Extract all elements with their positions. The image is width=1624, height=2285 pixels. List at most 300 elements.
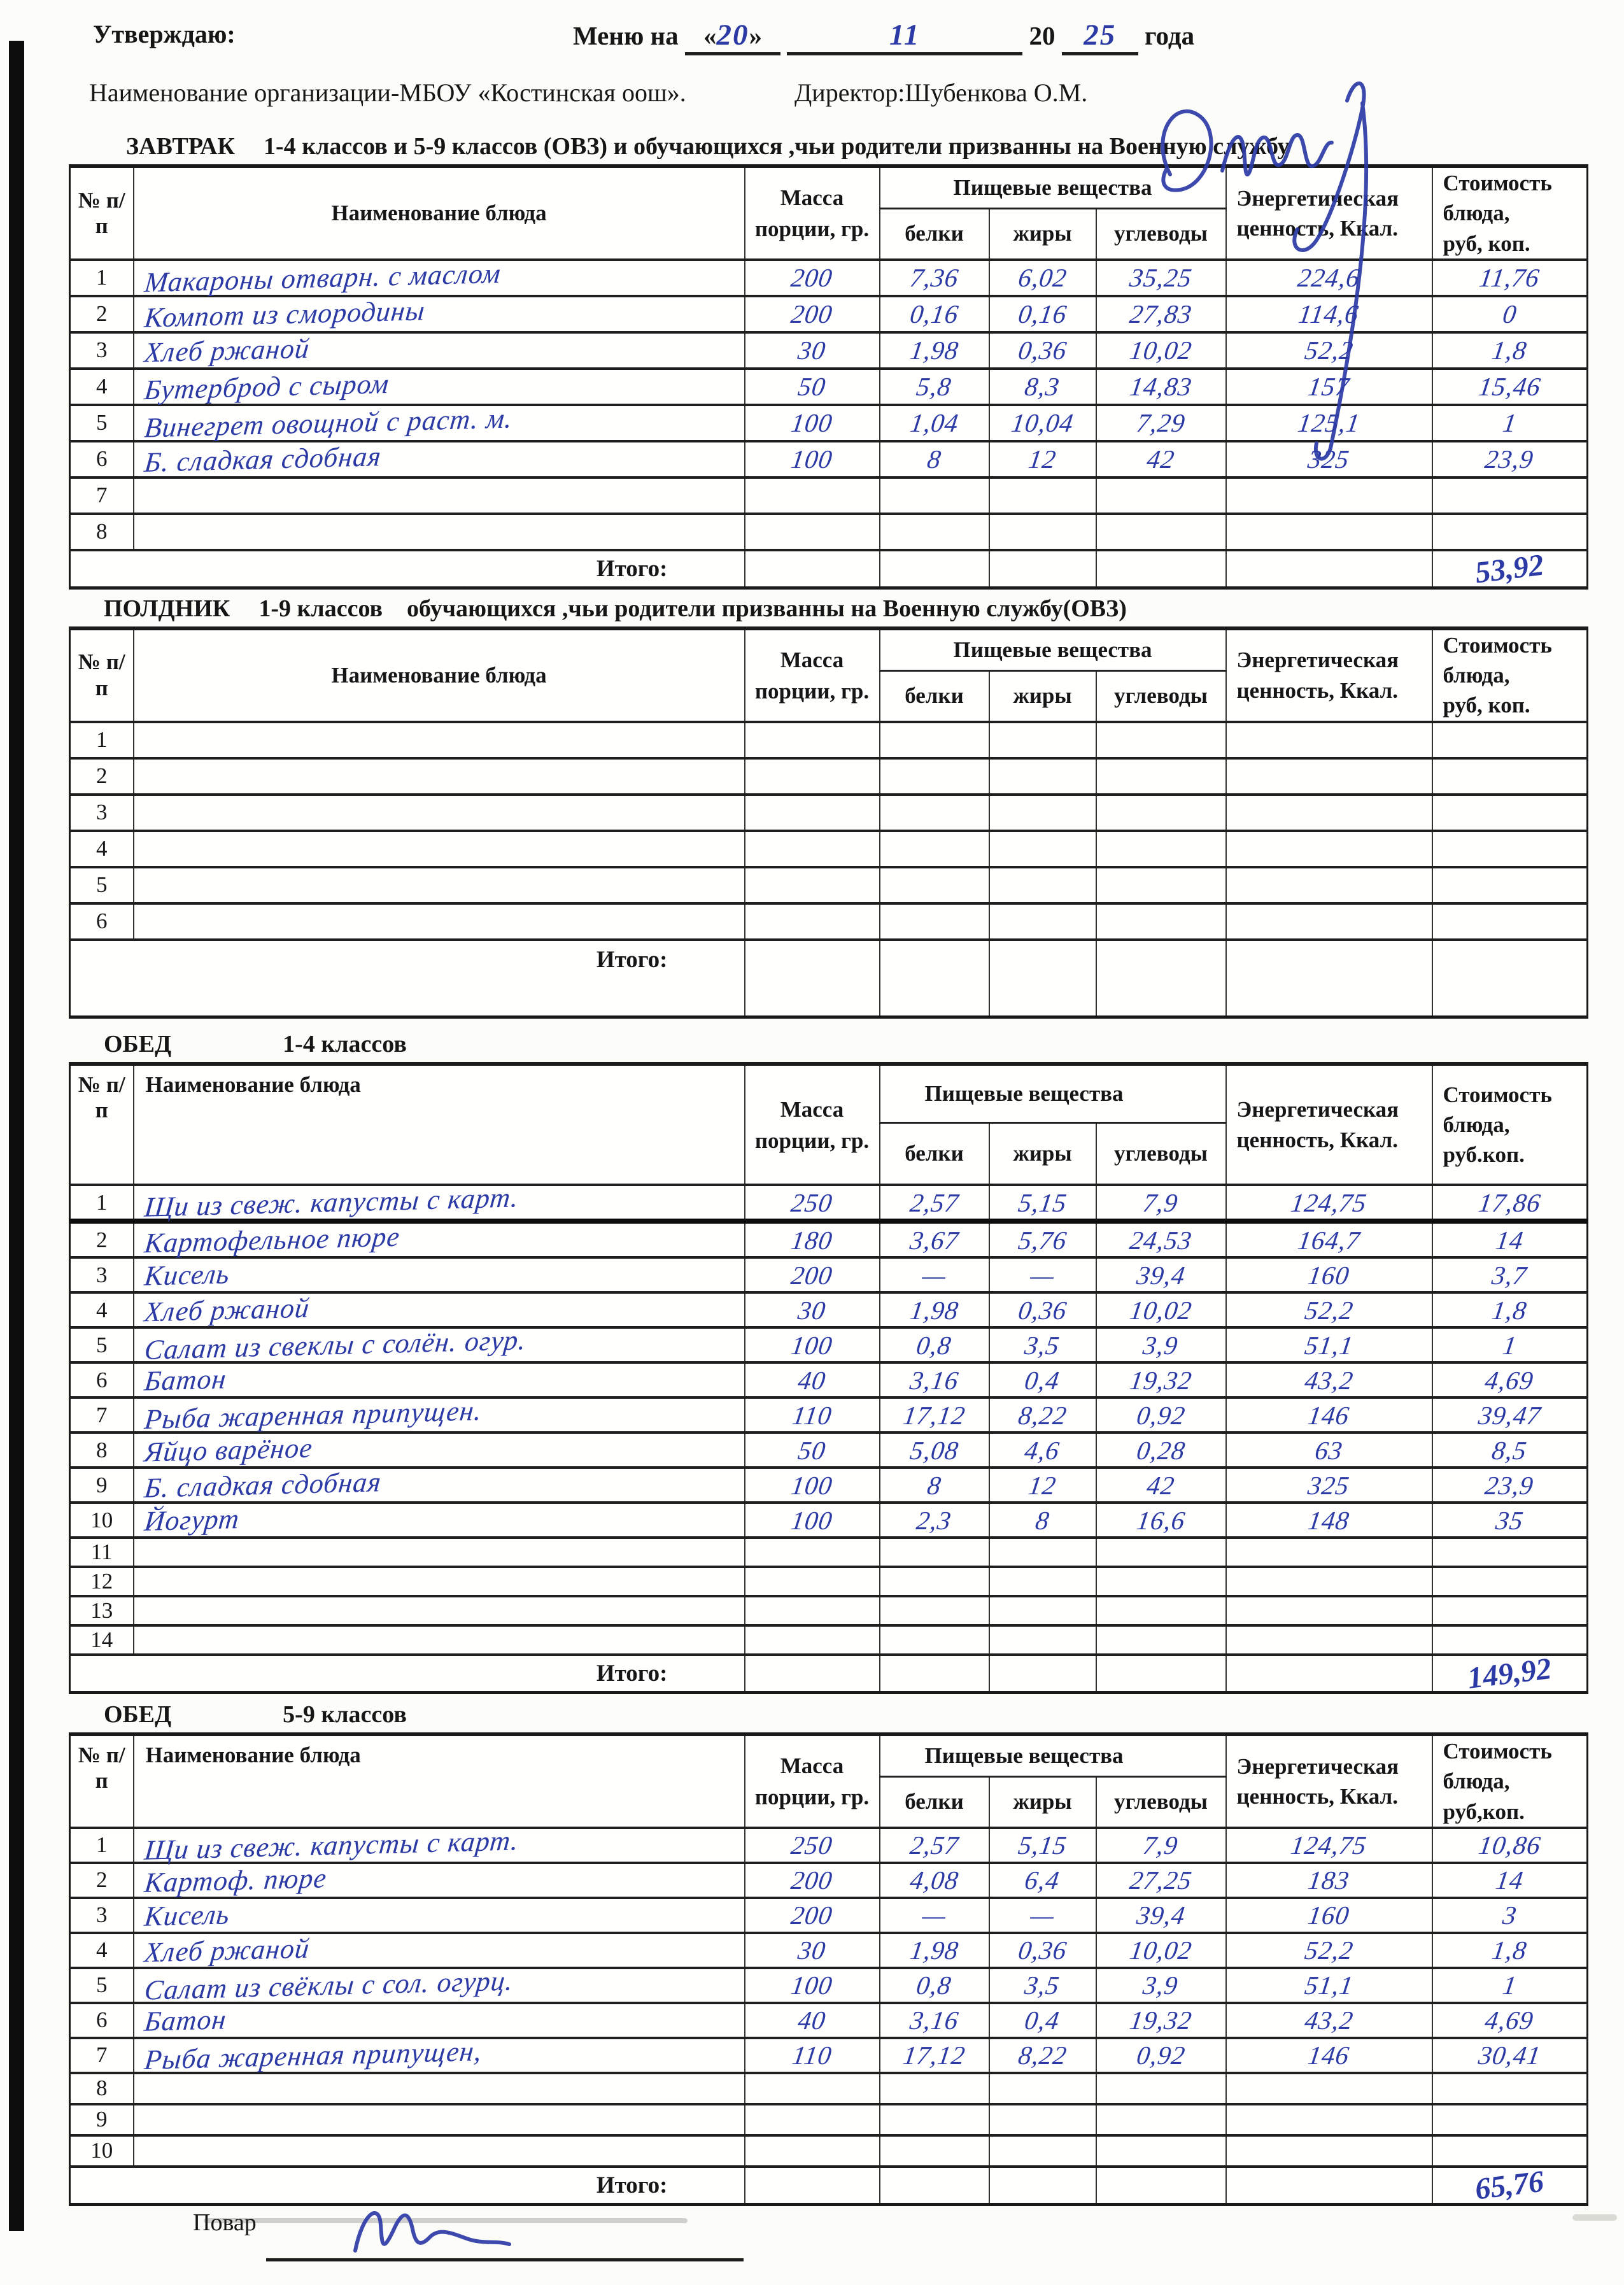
table-body [70,1824,1588,2207]
fat-cell [989,1863,1096,1898]
row-number-cell: 1 [70,1828,134,1863]
handwritten-value: 39,47 [1476,1400,1543,1430]
dish-name-cell [134,257,745,299]
col-header-num: № п/п [70,628,134,722]
handwritten-value: 5,15 [1016,1187,1069,1217]
menu-table-breakfast [69,164,1588,590]
handwritten-value: 3,16 [908,1365,961,1395]
handwritten-value: 8,3 [1023,372,1062,402]
dish-name-cell [134,2104,745,2135]
director-label: Директор:Шубенкова О.М. [794,78,1088,107]
mass-cell [745,1327,880,1362]
handwritten-value: 4,69 [1483,2006,1536,2035]
energy-cell [1226,2104,1432,2135]
col-header-mass: Масса порции, гр. [745,628,880,722]
dish-name-cell [134,722,745,758]
protein-cell [880,369,989,405]
empty-total-cell [880,550,989,588]
dish-name-cell [134,514,745,550]
handwritten-value: 40 [796,2006,828,2035]
empty-total-cell [880,1655,989,1693]
protein-cell [880,405,989,441]
row-number-cell: 1 [70,722,134,758]
protein-cell [880,441,989,478]
section-snack [69,595,1586,1019]
handwritten-value: 14,83 [1127,372,1194,402]
row-number-cell: 9 [70,2104,134,2135]
approve-label: Утверждаю: [93,20,236,48]
carbs-cell [1096,1625,1226,1655]
handwritten-value: 52,2 [1303,1295,1355,1325]
row-number-cell: 2 [70,758,134,795]
handwritten-value: 7,36 [908,263,961,293]
handwritten-value: 1 [1500,408,1519,438]
handwritten-value: 100 [789,1470,835,1500]
dish-name-cell [134,296,745,332]
dish-name-handwriting: Салат из свёклы с сол. огурц. [143,1965,514,2006]
mass-cell [745,441,880,478]
fat-cell [989,332,1096,369]
row-number-cell: 4 [70,369,134,405]
handwritten-value: 0,4 [1023,1365,1062,1395]
fat-cell [989,2073,1096,2104]
table-row [70,332,1588,369]
protein-cell [880,1567,989,1596]
empty-total-cell [1096,1655,1226,1693]
mass-cell [745,478,880,514]
handwritten-value: 5,76 [1016,1225,1069,1255]
energy-cell [1226,1503,1432,1538]
protein-cell [880,867,989,903]
handwritten-value: 10,86 [1476,1830,1543,1860]
col-header-mass: Масса порции, гр. [745,1064,880,1185]
dish-name-handwriting: Б. сладкая сдобная [143,440,383,478]
energy-cell [1226,2003,1432,2038]
fat-cell [989,2135,1096,2167]
row-number-cell: 5 [70,405,134,441]
col-header-fat: жиры [989,209,1096,260]
energy-cell [1226,1362,1432,1397]
table-row [70,1257,1588,1292]
meal-name: ОБЕД [104,1701,172,1728]
mass-cell [745,1397,880,1433]
cost-cell [1432,1327,1588,1362]
handwritten-value: 10,02 [1127,1935,1194,1965]
handwritten-value: 6,4 [1023,1865,1062,1895]
carbs-cell [1096,831,1226,867]
fat-cell [989,1362,1096,1397]
cost-cell [1432,405,1588,441]
table-row [70,758,1588,795]
fat-cell [989,1397,1096,1433]
dish-name-cell [134,2003,745,2038]
handwritten-value: 250 [789,1830,835,1860]
row-number-cell: 3 [70,1257,134,1292]
menu-tables-area [69,132,1586,2285]
col-header-fat: жиры [989,670,1096,721]
handwritten-value: 146 [1306,2041,1352,2070]
col-header-cost-unit: руб, коп. [1443,230,1530,256]
table-row [70,1397,1588,1433]
fat-cell [989,1327,1096,1362]
dish-name-cell [134,1965,745,2006]
mass-cell [745,1362,880,1397]
energy-cell [1226,1185,1432,1221]
cost-cell [1432,795,1588,831]
dish-name-cell [134,441,745,478]
energy-cell [1226,1863,1432,1898]
col-header-cost-line1: Стоимость блюда, [1443,171,1552,226]
carbs-cell [1096,722,1226,758]
dish-name-handwriting: Бутерброд с сыром [143,367,391,406]
handwritten-value: 1,98 [908,1295,961,1325]
cost-cell [1432,1221,1588,1257]
meal-name: ОБЕД [104,1031,172,1058]
menu-table-snack [69,626,1588,1019]
row-number-cell: 4 [70,831,134,867]
protein-cell [880,1221,989,1257]
mass-cell [745,260,880,296]
audience-label: 1-9 классов обучающихся ,чьи родители призванны на Военную службу(ОВЗ) [258,595,1127,622]
dish-name-handwriting: Щи из свеж. капусты с карт. [143,1824,520,1866]
protein-cell [880,260,989,296]
col-header-cost-unit: руб,коп. [1443,1799,1525,1824]
energy-cell [1226,867,1432,903]
fat-cell [989,1503,1096,1538]
fat-cell [989,867,1096,903]
table-row [70,1292,1588,1327]
table-row [70,514,1588,550]
handwritten-value: 2,57 [908,1187,961,1217]
carbs-cell [1096,2038,1226,2073]
dish-name-handwriting: Компот из смородины [143,294,427,334]
dish-name-handwriting: Кисель [143,1258,231,1292]
col-header-energy: Энергетическая ценность, Ккал. [1226,628,1432,722]
mass-cell [745,1968,880,2003]
handwritten-value: 4,6 [1023,1435,1062,1465]
dish-name-handwriting: Щи из свеж. капусты с карт. [143,1182,520,1223]
mass-cell [745,1292,880,1327]
carbs-cell [1096,867,1226,903]
handwritten-value: 4,69 [1483,1365,1536,1395]
carbs-cell [1096,1503,1226,1538]
table-body [70,1182,1588,1695]
cost-cell [1432,1596,1588,1625]
row-number-cell: 12 [70,1567,134,1596]
carbs-cell [1096,1327,1226,1362]
handwritten-value: 3,9 [1141,1330,1180,1360]
handwritten-value: 3,5 [1023,1970,1062,2000]
carbs-cell [1096,1567,1226,1596]
handwritten-value: 325 [1306,444,1352,474]
col-header-fat: жиры [989,1777,1096,1828]
handwritten-value: 0 [1500,299,1519,329]
row-number-cell: 3 [70,795,134,831]
handwritten-value: 157 [1306,372,1352,402]
cook-label: Повар [193,2209,257,2236]
col-header-cost-line1: Стоимость блюда, [1443,1082,1552,1137]
col-header-carbs: углеводы [1096,209,1226,260]
handwritten-value: 0,92 [1134,1400,1187,1430]
mass-cell [745,1567,880,1596]
table-row [70,1933,1588,1968]
row-number-cell: 4 [70,1292,134,1327]
col-header-nutrients-group: Пищевые вещества [880,166,1226,209]
section-breakfast [69,132,1586,590]
col-header-mass: Масса порции, гр. [745,166,880,260]
cost-cell [1432,514,1588,550]
handwritten-value: 5,08 [908,1435,961,1465]
protein-cell [880,1625,989,1655]
col-header-fat: жиры [989,1122,1096,1185]
total-row [70,2167,1588,2205]
carbs-cell [1096,2073,1226,2104]
handwritten-value: — [1028,1900,1057,1930]
handwritten-value: 100 [789,1330,835,1360]
fat-cell [989,1933,1096,1968]
handwritten-value: 1 [1500,1330,1519,1360]
handwritten-value: 24,53 [1127,1225,1194,1255]
energy-cell [1226,795,1432,831]
energy-cell [1226,1898,1432,1933]
handwritten-value: 200 [789,1260,835,1290]
empty-total-cell [745,2167,880,2205]
section-title [69,132,1586,160]
total-label: Итого: [70,1655,745,1693]
dish-name-handwriting: Яйцо варёное [143,1432,314,1468]
handwritten-value: 8,5 [1490,1435,1529,1465]
energy-cell [1226,758,1432,795]
mass-cell [745,1933,880,1968]
handwritten-value: 12 [1026,444,1059,474]
cost-cell [1432,1898,1588,1933]
cost-cell [1432,260,1588,296]
energy-cell [1226,369,1432,405]
fat-cell [989,1898,1096,1933]
handwritten-value: 23,9 [1483,444,1536,474]
cost-cell [1432,1828,1588,1863]
col-header-dish: Наименование блюда [134,1064,745,1185]
handwritten-value: 8,22 [1016,1400,1069,1430]
table-row [70,1596,1588,1625]
protein-cell [880,1863,989,1898]
energy-cell [1226,1221,1432,1257]
carbs-cell [1096,1828,1226,1863]
table-row [70,867,1588,903]
empty-total-cell [989,1655,1096,1693]
protein-cell [880,514,989,550]
handwritten-value: 114,6 [1297,299,1361,329]
handwritten-value: 124,75 [1289,1187,1369,1217]
table-header [70,1734,1588,1828]
handwritten-value: 8 [925,444,943,474]
mass-cell [745,867,880,903]
protein-cell [880,2073,989,2104]
mass-cell [745,1185,880,1221]
meal-name: ПОЛДНИК [104,595,230,622]
row-number-cell: 1 [70,260,134,296]
energy-cell [1226,1397,1432,1433]
handwritten-value: — [920,1260,949,1290]
empty-total-cell [1226,940,1432,1017]
handwritten-value: 23,9 [1483,1470,1536,1500]
col-header-cost [1432,1064,1588,1185]
protein-cell [880,1185,989,1221]
dish-name-cell [134,1324,745,1366]
fat-cell [989,1538,1096,1567]
col-header-cost-unit: руб, коп. [1443,693,1530,718]
cost-cell [1432,1433,1588,1468]
handwritten-value: 35 [1493,1505,1525,1535]
handwritten-value: 19,32 [1127,1365,1194,1395]
cost-cell [1432,2104,1588,2135]
protein-cell [880,758,989,795]
handwritten-value: 7,9 [1141,1830,1180,1860]
protein-cell [880,1327,989,1362]
dish-name-cell [134,1394,745,1436]
carbs-cell [1096,478,1226,514]
handwritten-value: 183 [1306,1865,1352,1895]
handwritten-value: 17,12 [901,2041,968,2070]
dish-name-cell [134,1292,745,1327]
handwritten-value: 100 [789,1505,835,1535]
handwritten-value: 1 [1500,1970,1519,2000]
handwritten-value: 35,25 [1127,263,1194,293]
row-number-cell: 3 [70,332,134,369]
total-label: Итого: [70,2167,745,2205]
handwritten-value: 7,9 [1141,1187,1180,1217]
table-row [70,405,1588,441]
protein-cell [880,332,989,369]
dish-name-cell [134,1538,745,1567]
cost-cell [1432,478,1588,514]
empty-total-cell [745,1655,880,1693]
row-number-cell: 7 [70,478,134,514]
handwritten-value: 160 [1306,1900,1352,1930]
dish-name-cell [134,1863,745,1898]
table-row [70,1221,1588,1257]
dish-name-cell [134,2035,745,2076]
col-header-num: № п/п [70,1064,134,1185]
table-row [70,2104,1588,2135]
fat-cell [989,1292,1096,1327]
fat-cell [989,1433,1096,1468]
fat-cell [989,1968,1096,2003]
handwritten-value: 14 [1493,1225,1525,1255]
table-row [70,831,1588,867]
table-body [70,722,1588,1017]
section-title [69,595,1586,623]
dish-name-cell [134,402,745,444]
dish-name-handwriting: Картофельное пюре [143,1220,402,1259]
handwritten-value: 110 [790,2041,834,2070]
col-header-mass: Масса порции, гр. [745,1734,880,1828]
handwritten-value: 43,2 [1303,2006,1355,2035]
handwritten-value: 50 [796,1435,828,1465]
mass-cell [745,2104,880,2135]
section-title [69,1701,1586,1729]
dish-name-handwriting: Батон [143,1363,228,1397]
carbs-cell [1096,1257,1226,1292]
row-number-cell: 10 [70,2135,134,2167]
handwritten-value: 1,98 [908,336,961,365]
month-blank [787,18,1022,55]
protein-cell [880,296,989,332]
col-header-num: № п/п [70,166,134,260]
dish-name-handwriting: Салат из свеклы с солён. огур. [143,1324,528,1366]
fat-cell [989,1221,1096,1257]
dish-name-handwriting: Картоф. пюре [143,1862,328,1899]
handwritten-value: 10,02 [1127,336,1194,365]
total-row [70,1655,1588,1693]
cost-cell [1432,1625,1588,1655]
table-row [70,478,1588,514]
menu-date-line [573,18,1194,55]
handwritten-value: 160 [1306,1260,1352,1290]
handwritten-value: 1,8 [1490,1295,1529,1325]
dish-name-cell [134,867,745,903]
handwritten-value: 100 [789,444,835,474]
handwritten-value: 17,12 [901,1400,968,1430]
fat-cell [989,369,1096,405]
dish-name-cell [134,2073,745,2104]
handwritten-value: 3,67 [908,1225,961,1255]
mass-cell [745,405,880,441]
handwritten-value: 250 [789,1187,835,1217]
dish-name-handwriting: Винегрет овощной с раст. м. [143,402,514,444]
handwritten-value: 1,8 [1490,1935,1529,1965]
total-value-handwriting: 53,92 [1473,548,1546,590]
dish-name-cell [134,1362,745,1397]
row-number-cell: 6 [70,903,134,940]
carbs-cell [1096,1433,1226,1468]
protein-cell [880,1397,989,1433]
cook-signature [342,2192,527,2268]
handwritten-value: 100 [789,1970,835,2000]
dish-name-cell [134,903,745,940]
audience-label: 5-9 классов [283,1701,407,1728]
dish-name-cell [134,1257,745,1292]
handwritten-value: 63 [1313,1435,1345,1465]
handwritten-value: 11,76 [1477,263,1542,293]
cost-cell [1432,1567,1588,1596]
handwritten-value: 0,36 [1016,336,1069,365]
row-number-cell: 5 [70,1968,134,2003]
fat-cell [989,758,1096,795]
handwritten-value: 17,86 [1476,1187,1543,1217]
protein-cell [880,2104,989,2135]
col-header-carbs: углеводы [1096,670,1226,721]
cost-cell [1432,1468,1588,1503]
header-row-1 [70,628,1588,671]
total-label: Итого: [70,940,745,1017]
protein-cell [880,1292,989,1327]
carbs-cell [1096,514,1226,550]
mass-cell [745,1863,880,1898]
dish-name-cell [134,2135,745,2167]
handwritten-value: 39,4 [1134,1260,1187,1290]
protein-cell [880,1468,989,1503]
cost-cell [1432,903,1588,940]
energy-cell [1226,514,1432,550]
menu-label: Меню на [573,21,679,50]
row-number-cell: 2 [70,296,134,332]
fat-cell [989,1468,1096,1503]
handwritten-value: 3,9 [1141,1970,1180,2000]
handwritten-value: 19,32 [1127,2006,1194,2035]
handwritten-value: 27,83 [1127,299,1194,329]
cost-cell [1432,2073,1588,2104]
